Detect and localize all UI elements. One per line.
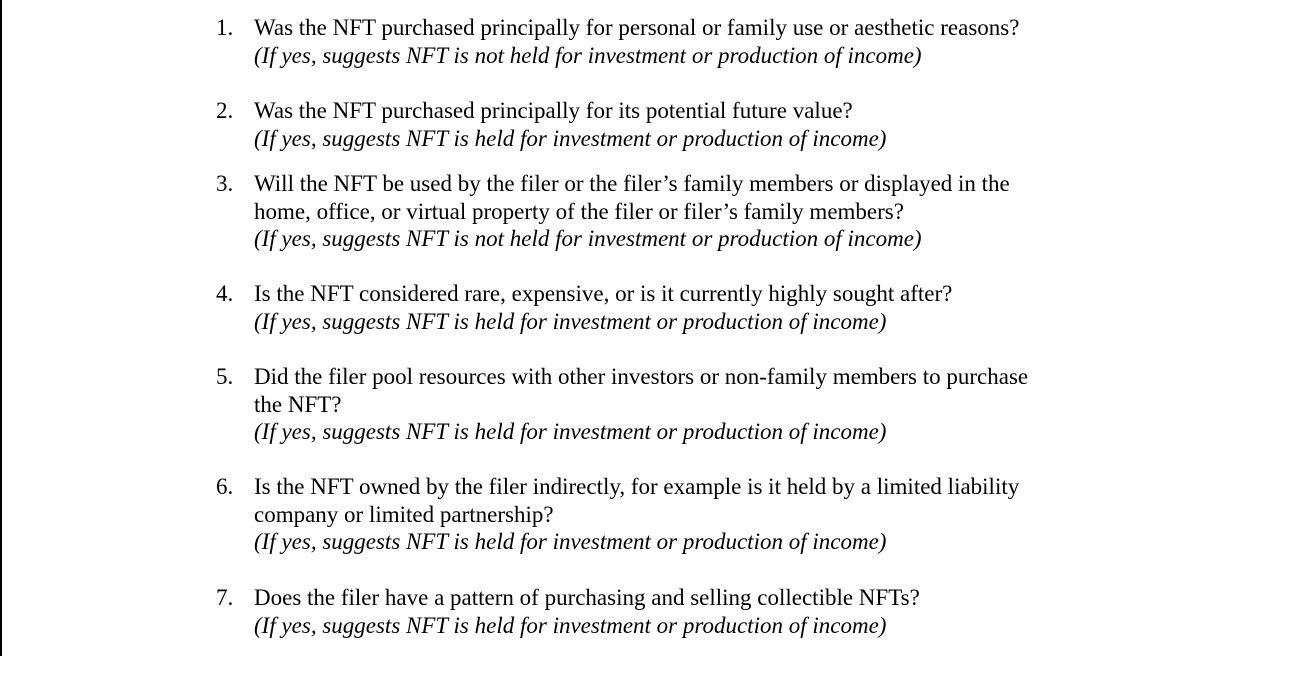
question-text: Did the filer pool resources with other investors or non-family members to purchase [254,364,1029,389]
question-number: 7. [216,585,234,610]
question-number: 4. [216,281,234,306]
question-note: (If yes, suggests NFT is held for investment or production of income) [254,612,887,638]
question-text: Was the NFT purchased principally for its potential future value? [254,98,853,123]
question-note: (If yes, suggests NFT is not held for investment or production of income) [254,42,922,68]
question-number: 1. [216,15,234,40]
question-text: Was the NFT purchased principally for personal or family use or aesthetic reasons? [254,15,1020,40]
question-number: 6. [216,474,234,499]
question-number: 2. [216,98,234,123]
question-note: (If yes, suggests NFT is held for investment or production of income) [254,529,887,554]
question-text: Is the NFT considered rare, expensive, or is it currently highly sought after? [254,281,953,306]
question-text: home, office, or virtual property of the filer or filer’s family members? [254,198,904,224]
question-number: 3. [216,171,234,196]
question-body [254,97,1084,152]
left-border-line [0,0,2,656]
question-body [254,170,1084,253]
question-note: (If yes, suggests NFT is held for investment or production of income) [254,419,887,444]
question-text: Does the filer have a pattern of purchasing and selling collectible NFTs? [254,585,920,610]
question-body [254,363,1084,446]
question-text: Will the NFT be used by the filer or the filer’s family members or displayed in the [254,171,1010,196]
question-note: (If yes, suggests NFT is held for investment or production of income) [254,308,887,334]
question-text: Is the NFT owned by the filer indirectly, for example is it held by a limited liability [254,474,1020,499]
question-body [254,280,1084,335]
question-text: the NFT? [254,391,342,417]
question-body [254,473,1084,556]
question-text: company or limited partnership? [254,501,554,527]
question-body [254,584,1084,639]
question-number: 5. [216,364,234,389]
question-note: (If yes, suggests NFT is held for investment or production of income) [254,125,887,151]
question-body [254,14,1084,69]
question-note: (If yes, suggests NFT is not held for investment or production of income) [254,226,922,251]
